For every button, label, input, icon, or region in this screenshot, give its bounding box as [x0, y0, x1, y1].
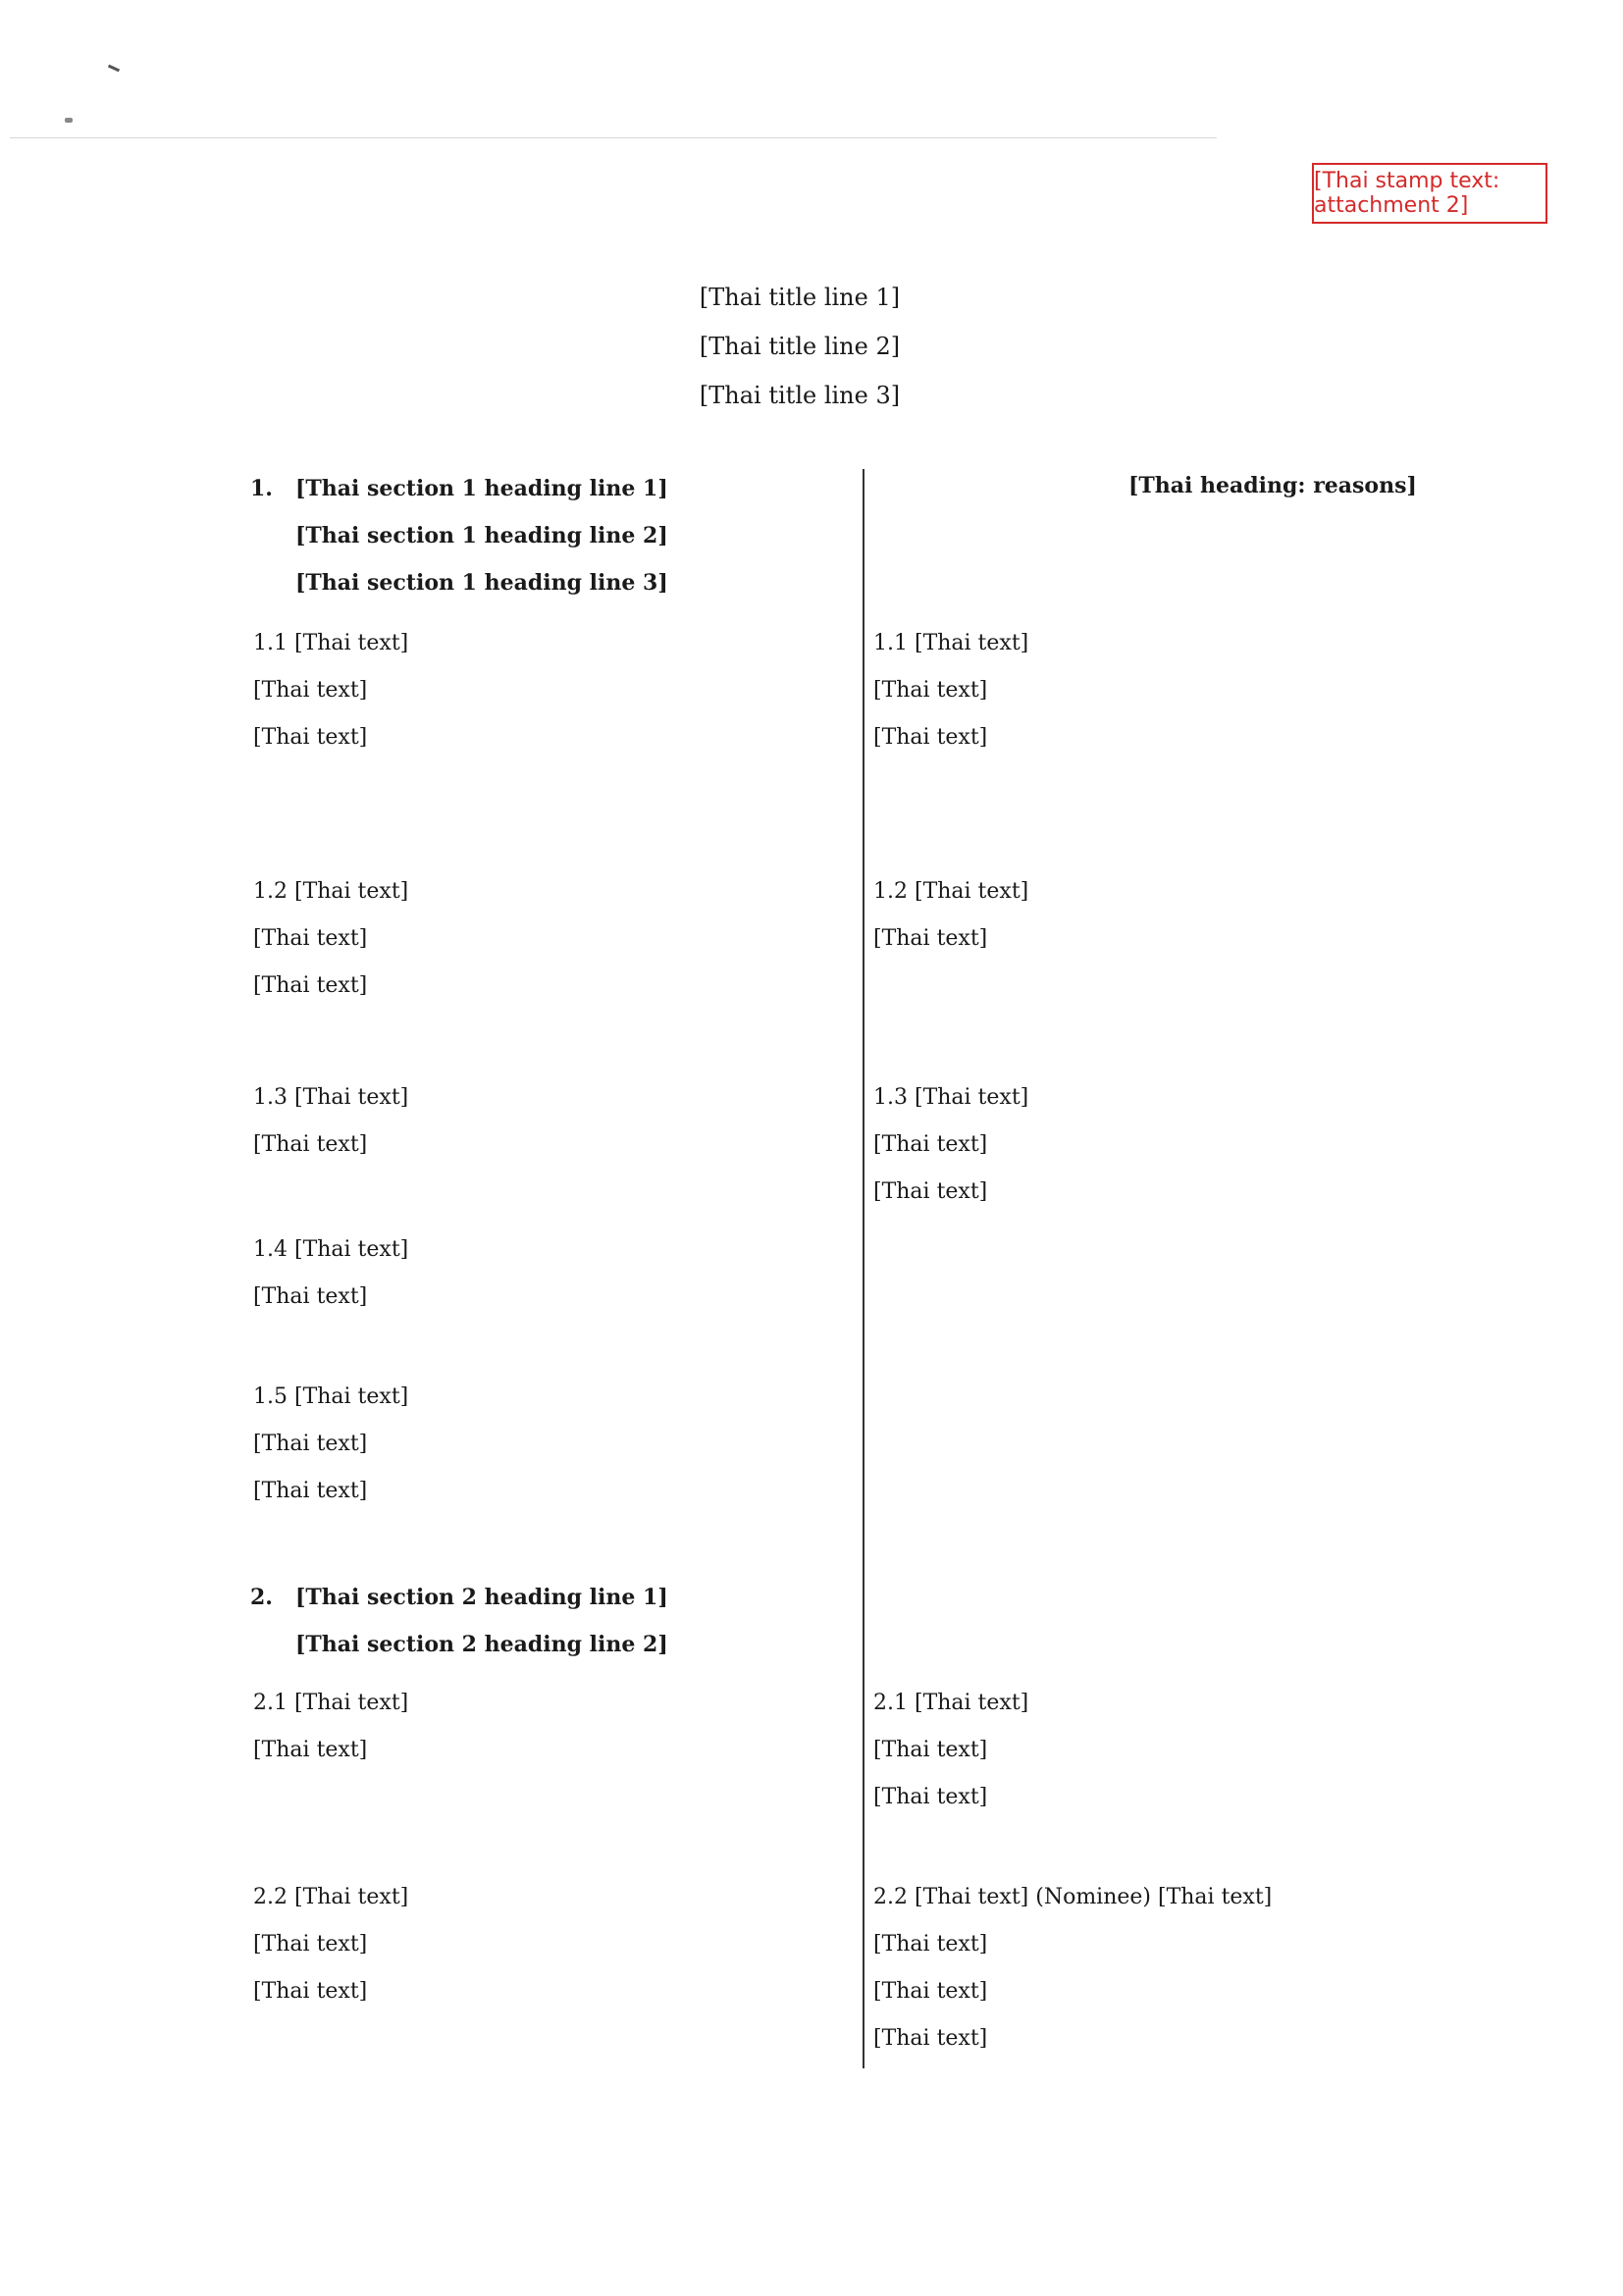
- section-heading-line: [Thai section 2 heading line 2]: [295, 1632, 668, 1657]
- item-text-line: 2.2 [Thai text]: [253, 1885, 409, 1909]
- section-heading-line: [Thai section 1 heading line 1]: [295, 476, 668, 501]
- title-line-1: [Thai title line 1]: [699, 284, 901, 311]
- reason-1-3: [873, 1074, 1482, 1216]
- section-heading-line: [Thai section 2 heading line 1]: [295, 1585, 668, 1610]
- reason-text-line: [Thai text]: [873, 1132, 988, 1157]
- reason-1-2: [873, 868, 1482, 963]
- reason-text-line: 2.1 [Thai text]: [873, 1691, 1029, 1715]
- item-1-4: [253, 1226, 842, 1321]
- title-line-2: [Thai title line 2]: [699, 333, 901, 360]
- reason-text-line: 1.2 [Thai text]: [873, 879, 1029, 904]
- item-text-line: [Thai text]: [253, 725, 368, 750]
- item-text-line: [Thai text]: [253, 973, 368, 998]
- reason-text-line: 2.2 [Thai text] (Nominee) [Thai text]: [873, 1885, 1273, 1909]
- item-text-line: [Thai text]: [253, 1738, 368, 1762]
- reason-text-line: [Thai text]: [873, 926, 988, 951]
- item-2-1: [253, 1680, 842, 1774]
- item-1-1: [253, 620, 842, 761]
- item-text-line: 1.2 [Thai text]: [253, 879, 409, 904]
- reason-text-line: [Thai text]: [873, 1979, 988, 2004]
- item-text-line: 1.4 [Thai text]: [253, 1237, 409, 1262]
- attachment-stamp: [1312, 163, 1547, 224]
- section-2-heading: [250, 1574, 849, 1668]
- scan-edge-line: [10, 137, 1217, 138]
- item-text-line: [Thai text]: [253, 1479, 368, 1503]
- item-text-line: 1.1 [Thai text]: [253, 631, 409, 655]
- item-1-5: [253, 1374, 842, 1515]
- item-text-line: [Thai text]: [253, 678, 368, 703]
- column-divider: [863, 469, 864, 2068]
- reason-text-line: [Thai text]: [873, 2026, 988, 2051]
- item-text-line: 2.1 [Thai text]: [253, 1691, 409, 1715]
- reason-1-1: [873, 620, 1482, 761]
- reason-column-heading: [Thai heading: reasons]: [1128, 473, 1417, 498]
- item-1-3: [253, 1074, 842, 1169]
- reason-2-2: [873, 1874, 1482, 2062]
- title-line-3: [Thai title line 3]: [699, 382, 901, 409]
- section-heading-line: [Thai section 1 heading line 3]: [295, 570, 668, 596]
- item-text-line: [Thai text]: [253, 926, 368, 951]
- reason-text-line: 1.1 [Thai text]: [873, 631, 1029, 655]
- item-text-line: 1.5 [Thai text]: [253, 1384, 409, 1409]
- section-number: 2.: [250, 1585, 273, 1610]
- reason-text-line: [Thai text]: [873, 1738, 988, 1762]
- section-heading-line: [Thai section 1 heading line 2]: [295, 523, 668, 548]
- item-1-2: [253, 868, 842, 1010]
- item-text-line: 1.3 [Thai text]: [253, 1085, 409, 1110]
- section-number: 1.: [250, 476, 273, 501]
- reason-text-line: 1.3 [Thai text]: [873, 1085, 1029, 1110]
- item-text-line: [Thai text]: [253, 1979, 368, 2004]
- item-text-line: [Thai text]: [253, 1132, 368, 1157]
- item-2-2: [253, 1874, 842, 2015]
- reason-text-line: [Thai text]: [873, 725, 988, 750]
- reason-text-line: [Thai text]: [873, 678, 988, 703]
- document-title: [226, 273, 1374, 420]
- reason-text-line: [Thai text]: [873, 1932, 988, 1957]
- section-1-heading: [250, 465, 849, 606]
- item-text-line: [Thai text]: [253, 1932, 368, 1957]
- reason-text-line: [Thai text]: [873, 1785, 988, 1809]
- item-text-line: [Thai text]: [253, 1284, 368, 1309]
- reason-2-1: [873, 1680, 1482, 1821]
- scan-speck: [65, 118, 73, 123]
- attachment-stamp-label: [Thai stamp text: attachment 2]: [1314, 169, 1500, 218]
- scan-speck: [108, 65, 120, 73]
- reason-text-line: [Thai text]: [873, 1179, 988, 1204]
- item-text-line: [Thai text]: [253, 1432, 368, 1456]
